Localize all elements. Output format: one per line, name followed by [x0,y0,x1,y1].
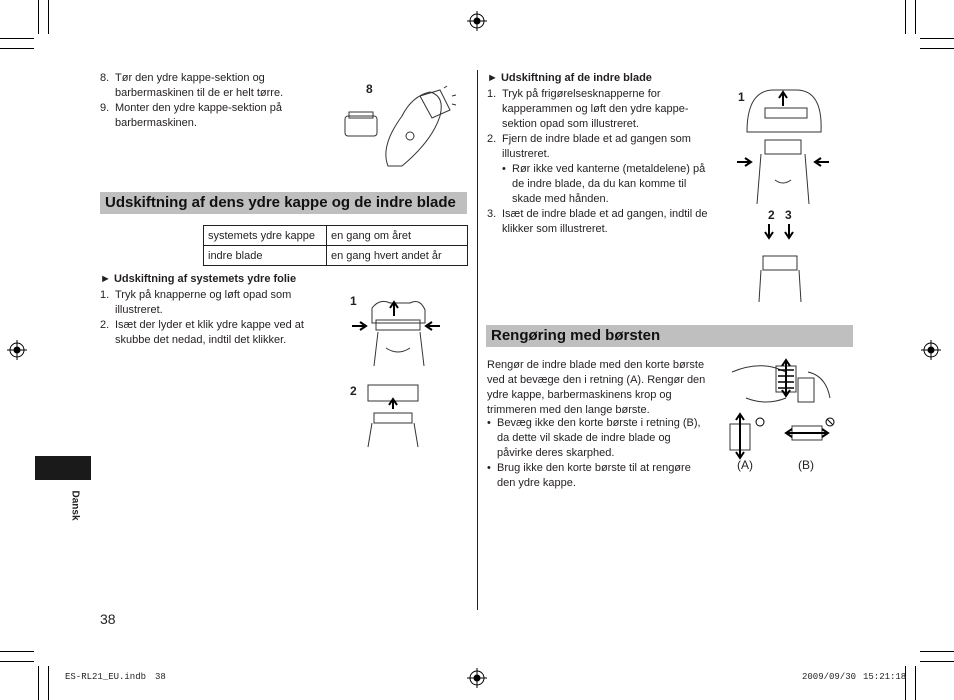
table-cell: en gang hvert andet år [327,246,468,266]
language-tab-label: Dansk [69,490,81,521]
shaver-reassembly-illustration [340,86,465,170]
left-section-heading: Udskiftning af dens ydre kappe og de indre blade [100,192,467,214]
step-1: 1. Tryk på knapperne og løft opad som illustreret. [100,289,292,316]
foil-insertion-illustration [362,383,422,447]
direction-a-label: (A) [737,458,753,472]
footer-time: 15:21:18 [863,672,907,682]
right-fig1-label: 1 [738,90,745,104]
language-tab [35,456,91,480]
right-fig2-label: 2 [768,208,775,222]
inner-blade-insertion-illustration [755,220,805,302]
footer-page: 38 [155,672,166,682]
left-fig2-label: 2 [350,384,357,398]
left-fig1-label: 1 [350,294,357,308]
step2-bullet: • Rør ikke ved kanterne (metaldelene) på de indre blade, da du kan komme til skade med hånden. [502,163,706,205]
step-9: 9. Monter den ydre kappe-sektion på barbermaskinen. [100,102,282,129]
inner-blade-removal-illustration [735,84,830,204]
right-fig3-label: 3 [785,208,792,222]
step-2: 2. Fjern de indre blade et ad gangen som illustreret. • Rør ikke ved kanterne (metaldelene) på de indre blade, da du kan komme til skade med hånden. [487,132,709,207]
table-row [204,246,468,266]
registration-mark-top-icon [467,11,487,31]
table-cell: systemets ydre kappe [204,226,327,246]
fig8-label: 8 [366,82,373,96]
left-steps [100,288,315,348]
right-subheading: ► Udskiftning af de indre blade [487,72,652,84]
step-2: 2. Isæt der lyder et klik ydre kappe ved at skubbe det nedad, indtil det klikker. [100,319,304,346]
replacement-schedule-table [203,225,468,266]
table-row [204,226,468,246]
step-3: 3. Isæt de indre blade et ad gangen, indtil de klikker som illustreret. [487,208,708,235]
page-number: 38 [100,611,116,627]
left-subheading: ► Udskiftning af systemets ydre folie [100,273,297,285]
step-1: 1. Tryk på frigørelsesknapperne for kapperammen og løft den ydre kappe-sektion opad som illustreret. [487,88,689,130]
brush-paragraph: Rengør de indre blade med den korte børste ved at bevæge den i retning (A). Rengør den ydre kappe, barbermaskinens krop og trimmeren med den lange børste. [487,359,706,416]
direction-b-label: (B) [798,458,814,472]
table-cell: en gang om året [327,226,468,246]
column-divider [477,70,478,610]
right-section-heading: Rengøring med børsten [486,325,853,347]
step-8: 8. Tør den ydre kappe-sektion og barbermaskinen til de er helt tørre. [100,72,284,99]
brush-bullet: • Bevæg ikke den korte børste i retning (B), da dette vil skade de indre blade og påvirke deres skarphed. [487,417,701,459]
table-cell: indre blade [204,246,327,266]
right-steps [487,87,709,237]
brush-bullets [487,416,709,491]
brush-bullet: • Brug ikke den korte børste til at rengøre den ydre kappe. [487,462,691,489]
footer-file: ES-RL21_EU.indb [65,672,147,682]
registration-mark-right-icon [921,340,941,360]
left-steps-top [100,71,300,131]
registration-mark-bottom-icon [467,668,487,688]
footer-date: 2009/09/30 [802,672,857,682]
registration-mark-left-icon [7,340,27,360]
brush-cleaning-illustration [726,358,836,458]
foil-removal-illustration [350,298,440,366]
